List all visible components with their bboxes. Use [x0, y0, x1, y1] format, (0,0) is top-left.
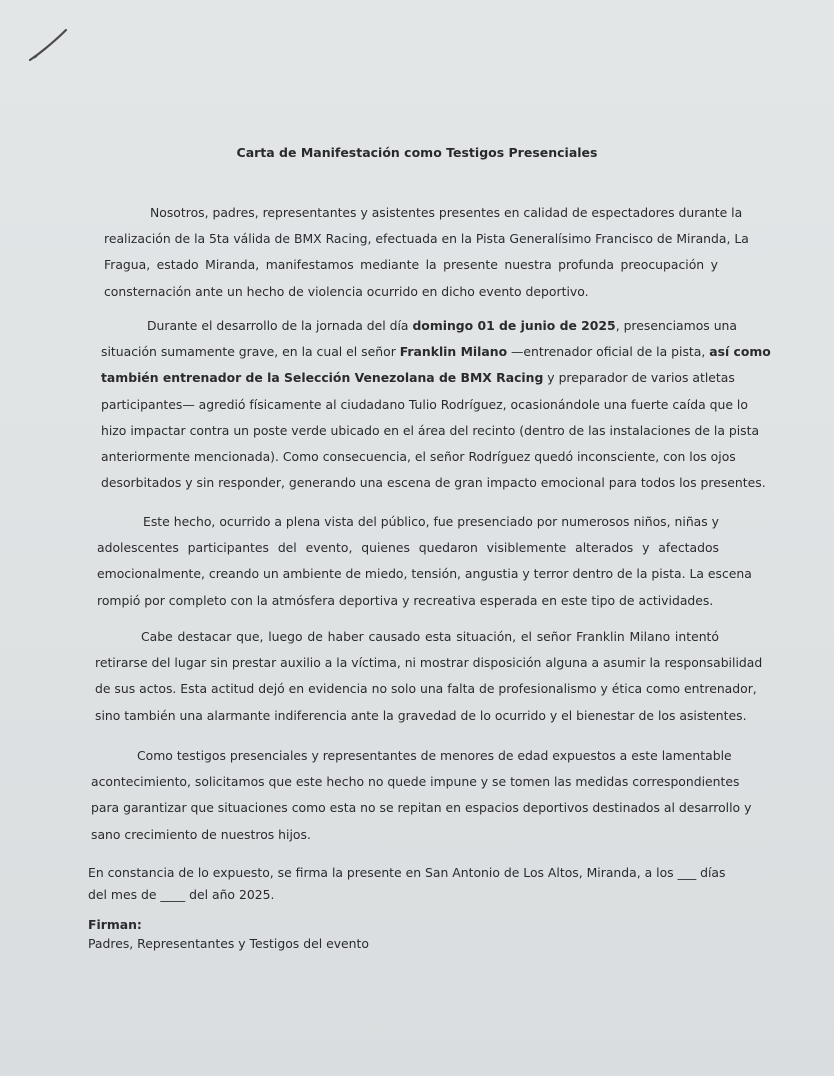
p2-asi-bold: así como	[709, 344, 771, 360]
p3-line-3: emocionalmente, creando un ambiente de miedo, tensión, angustia y terror dentro de la pista. La escena	[97, 566, 752, 582]
p2-line-1a: Durante el desarrollo de la jornada del día	[147, 318, 413, 333]
p4-line-4: sino también una alarmante indiferencia ante la gravedad de lo ocurrido y el bienestar de los asistentes.	[95, 707, 747, 723]
p2-line-7: desorbitados y sin responder, generando una escena de gran impacto emocional para todos los presentes.	[101, 475, 766, 491]
paragraph-2	[101, 313, 771, 496]
p5-line-1: Como testigos presenciales y representantes de menores de edad expuestos a este lamentable	[137, 748, 732, 763]
p2-line-1c: , presenciamos una	[615, 318, 737, 333]
document-title: Carta de Manifestación como Testigos Presenciales	[236, 145, 598, 160]
paragraph-1	[104, 200, 749, 305]
p4-line-2: retirarse del lugar sin prestar auxilio a la víctima, ni mostrar disposición alguna a asumir la responsabilidad	[95, 655, 763, 671]
p2-line-2c: —entrenador oficial de la pista,	[507, 344, 710, 360]
p5-line-2: acontecimiento, solicitamos que este hecho no quede impune y se tomen las medidas correspondientes	[91, 774, 740, 790]
signatures-label: Firman:	[88, 917, 142, 932]
paragraph-3	[97, 509, 752, 614]
p2-name-bold: Franklin Milano	[399, 344, 508, 360]
p2-line-6: anteriormente mencionada). Como consecuencia, el señor Rodríguez quedó inconsciente, con los ojos	[101, 449, 736, 465]
p5-line-3: para garantizar que situaciones como esta no se repitan en espacios deportivos destinados al desarrollo y	[91, 800, 752, 816]
p2-line-4: participantes— agredió físicamente al ciudadano Tulio Rodríguez, ocasionándole una fuerte caída que lo	[101, 396, 748, 412]
p4-line-1: Cabe destacar que, luego de haber causado esta situación, el señor Franklin Milano intentó	[141, 629, 719, 644]
closing-paragraph	[88, 862, 726, 906]
p1-line-3: Fragua, estado Miranda, manifestamos mediante la presente nuestra profunda preocupación y	[104, 257, 718, 273]
p3-line-1: Este hecho, ocurrido a plena vista del público, fue presenciado por numerosos niños, niñas y	[143, 514, 719, 529]
p2-role-bold: también entrenador de la Selección Venezolana de BMX Racing	[101, 370, 544, 386]
paragraph-4	[95, 624, 763, 729]
p2-line-5: hizo impactar contra un poste verde ubicado en el área del recinto (dentro de las instalaciones de la pista	[101, 422, 760, 438]
p6-line-2: del mes de ____ del año 2025.	[88, 887, 275, 902]
p6-line-1: En constancia de lo expuesto, se firma la presente en San Antonio de Los Altos, Miranda, a los ___ días	[88, 865, 726, 880]
p2-date-bold: domingo 01 de junio de 2025	[412, 318, 616, 333]
p5-line-4: sano crecimiento de nuestros hijos.	[91, 826, 311, 842]
p2-line-2a: situación sumamente grave, en la cual el señor	[101, 344, 400, 360]
signatories-text: Padres, Representantes y Testigos del evento	[88, 936, 369, 951]
p1-line-4: consternación ante un hecho de violencia ocurrido en dicho evento deportivo.	[104, 283, 589, 299]
p3-line-4: rompió por completo con la atmósfera deportiva y recreativa esperada en este tipo de actividades.	[97, 592, 714, 608]
p3-line-2: adolescentes participantes del evento, quienes quedaron visiblemente alterados y afectados	[97, 540, 719, 556]
p4-line-3: de sus actos. Esta actitud dejó en evidencia no solo una falta de profesionalismo y ética como entrenador,	[95, 681, 757, 697]
paragraph-5	[91, 743, 752, 848]
p1-line-2: realización de la 5ta válida de BMX Racing, efectuada en la Pista Generalísimo Francisco de Miranda, La	[104, 231, 749, 247]
p1-line-1: Nosotros, padres, representantes y asistentes presentes en calidad de espectadores durante la	[150, 205, 743, 220]
p2-line-3b: y preparador de varios atletas	[543, 370, 735, 386]
pen-stroke-mark	[26, 22, 72, 68]
